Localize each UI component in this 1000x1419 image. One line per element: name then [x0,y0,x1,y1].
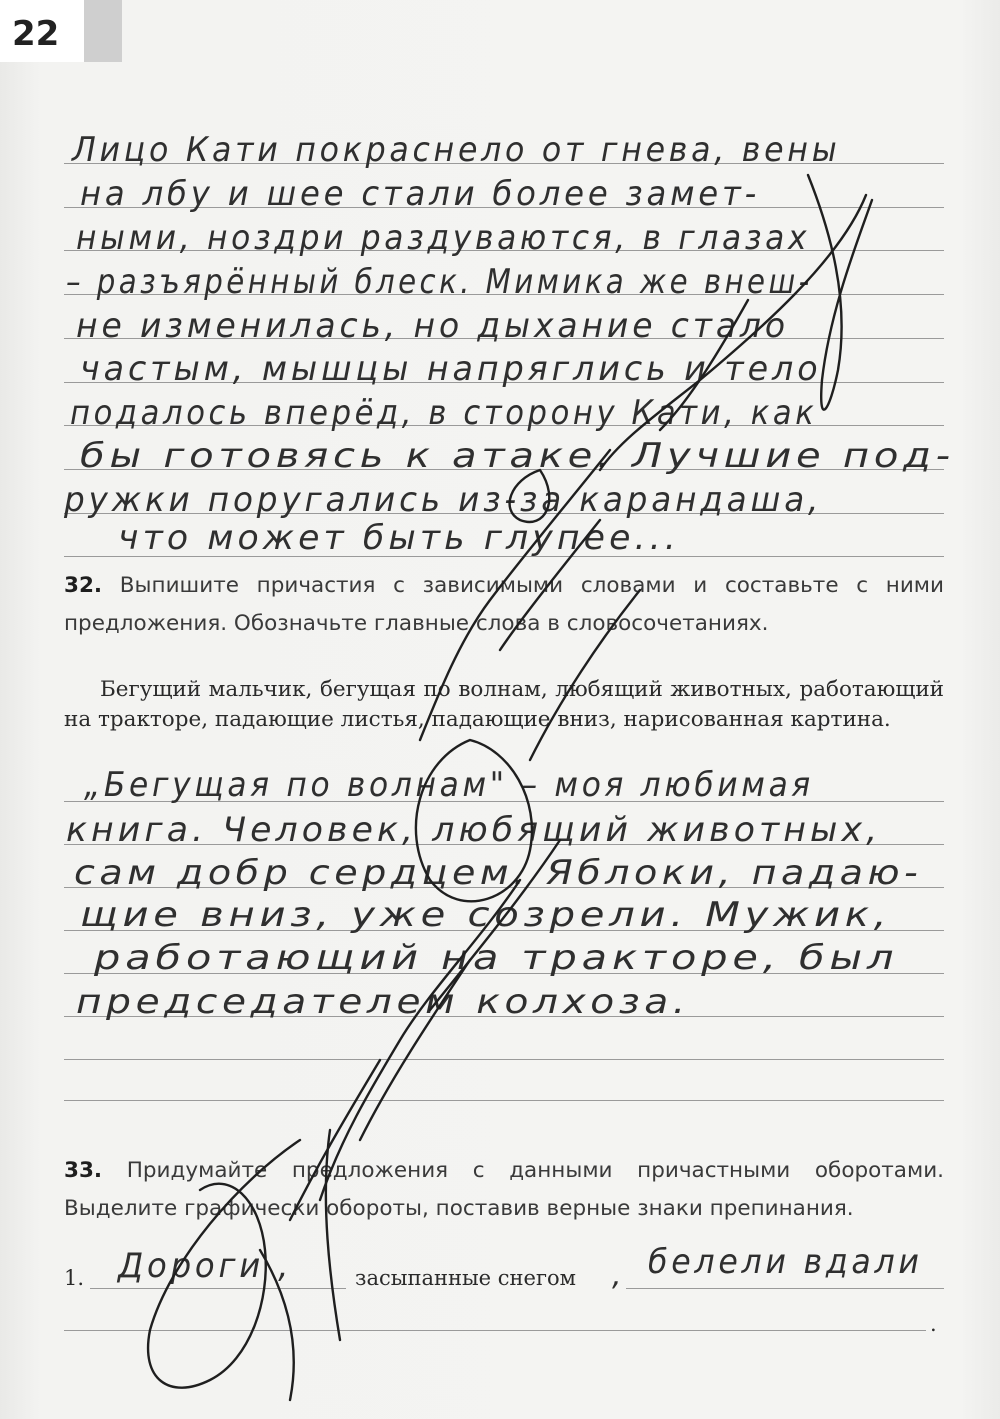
ruled-line [64,1059,944,1060]
fill-line [64,1330,926,1331]
page-number: 22 [12,14,60,54]
handwritten-fill: Дороги , [118,1246,293,1286]
task-33-instruction [64,1152,944,1228]
page-number-tab [0,0,122,62]
ruled-line [64,1100,944,1101]
handwritten-comma: , [612,1258,626,1293]
sentence-end: . [930,1312,937,1336]
handwritten-line: сам добр сердцем. Яблоки, падаю- [74,853,923,893]
fill-line [90,1288,346,1289]
handwritten-line: не изменилась, но дыхание стало [76,306,789,346]
task-number: 32. [64,573,103,598]
handwritten-line: частым, мышцы напряглись и тело [80,349,822,389]
task-number: 33. [64,1158,103,1183]
handwritten-line: ными, ноздри раздуваются, в глазах [76,218,811,258]
handwritten-line: – разъярённый блеск. Мимика же внеш- [66,262,813,302]
handwritten-line: ружки поругались из-за карандаша, [64,480,823,520]
task-text: Придумайте предложения с данными причастными оборотами. Выделите графически обороты, поставив верные знаки препинания. [64,1158,944,1221]
item-number: 1. [64,1266,85,1290]
handwritten-fill: белели вдали [648,1242,923,1282]
fill-line [626,1288,944,1289]
handwritten-line: щие вниз, уже созрели. Мужик, [80,895,892,935]
task-32-instruction [64,567,944,643]
handwritten-line: что может быть глупее... [118,518,680,558]
handwritten-line: председателем колхоза. [76,982,690,1022]
handwritten-line: „Бегущая по волнам" – моя любимая [84,765,814,805]
handwritten-line: работающий на тракторе, был [94,938,899,978]
handwritten-line: на лбу и шее стали более замет- [80,174,761,214]
task-32-words: Бегущий мальчик, бегущая по волнам, любящий животных, работающий на тракторе, падающие листья, падающие вниз, нарисованная картина. [64,677,944,732]
participle-phrase: засыпанные снегом [355,1266,576,1290]
task-text: Выпишите причастия с зависимыми словами и составьте с ними предложения. Обозначьте главные слова в словосочетаниях. [64,573,944,636]
handwritten-line: бы готовясь к атаке. Лучшие под- [80,436,955,476]
handwritten-line: подалось вперёд, в сторону Кати, как [70,393,818,433]
handwritten-line: Лицо Кати покраснело от гнева, вены [72,130,841,170]
handwritten-line: книга. Человек, любящий животных, [66,810,882,850]
